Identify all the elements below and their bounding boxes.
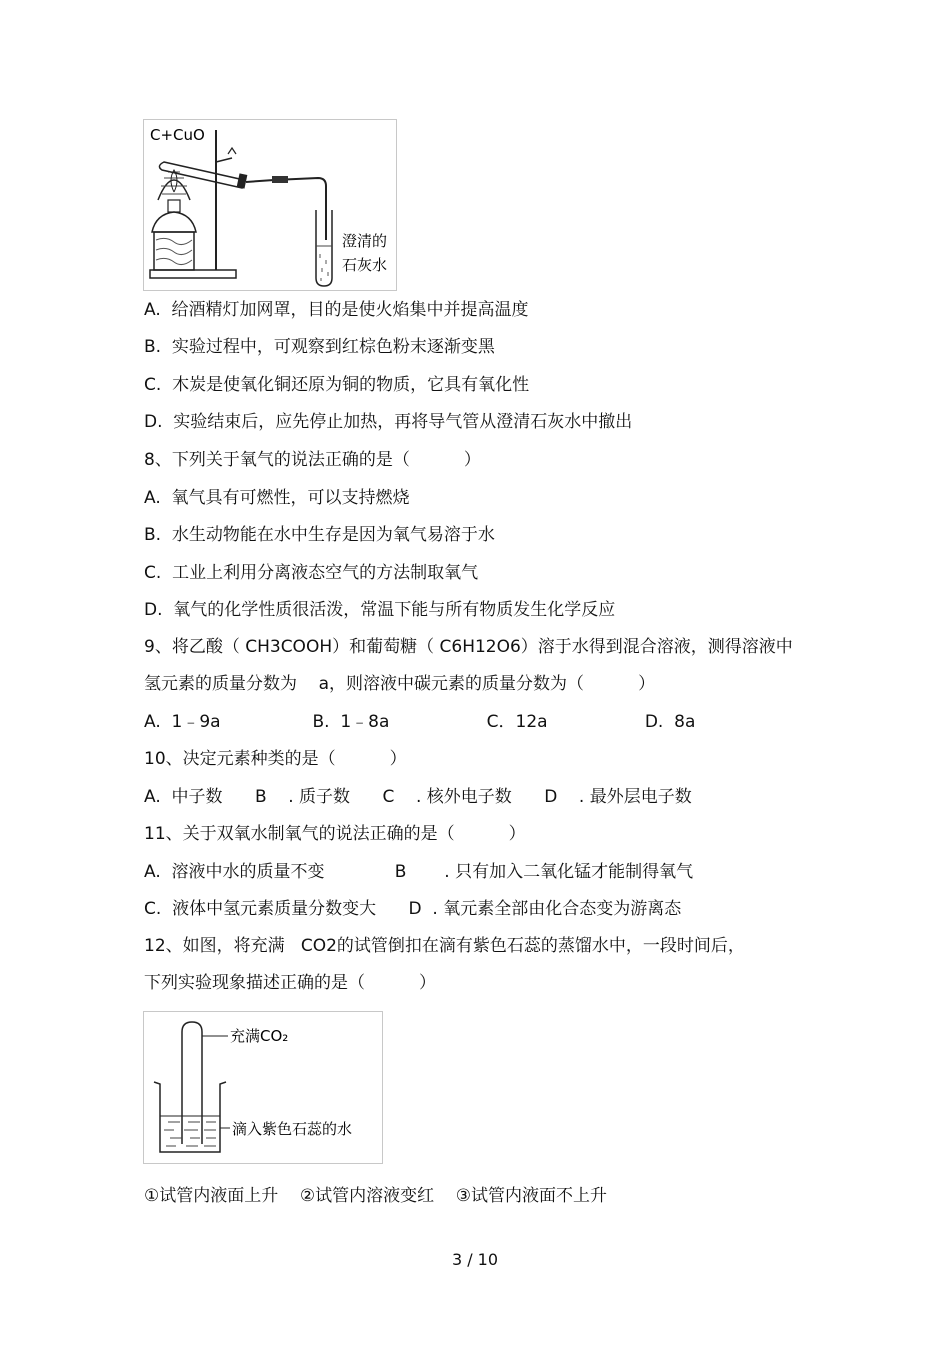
q7-option-c: C. 木炭是使氧化铜还原为铜的物质，它具有氧化性 bbox=[144, 375, 530, 395]
label-liquid-line1: 澄清的 bbox=[342, 232, 388, 250]
q7-option-b: B. 实验过程中，可观察到红棕色粉末逐渐变黑 bbox=[144, 337, 495, 357]
label-reactant: C+CuO bbox=[150, 126, 205, 144]
q12-statements: ①试管内液面上升 ②试管内溶液变红 ③试管内液面不上升 bbox=[144, 1186, 607, 1206]
q12-stem-line2: 下列实验现象描述正确的是（ ） bbox=[144, 973, 437, 993]
q11-stem: 11、关于双氧水制氧气的说法正确的是（ ） bbox=[144, 824, 526, 844]
q9-stem-line1: 9、将乙酸（ CH3COOH）和葡萄糖（ C6H12O6）溶于水得到混合溶液，测得溶液中 bbox=[144, 637, 793, 657]
label-gas: 充满CO₂ bbox=[230, 1027, 289, 1045]
label-water: 滴入紫色石蕊的水 bbox=[232, 1120, 353, 1138]
q9-stem-line2: 氢元素的质量分数为 a，则溶液中碳元素的质量分数为（ ） bbox=[144, 674, 656, 694]
q8-option-d: D. 氧气的化学性质很活泼，常温下能与所有物质发生化学反应 bbox=[144, 600, 616, 620]
beaker-drawing bbox=[144, 1012, 382, 1163]
q11-options-cd: C. 液体中氢元素质量分数变大 D . 氧元素全部由化合态变为游离态 bbox=[144, 899, 682, 919]
q8-option-b: B. 水生动物能在水中生存是因为氧气易溶于水 bbox=[144, 525, 495, 545]
q7-option-a: A. 给酒精灯加网罩，目的是使火焰集中并提高温度 bbox=[144, 300, 529, 320]
q8-stem: 8、下列关于氧气的说法正确的是（ ） bbox=[144, 450, 481, 470]
q12-stem-line1: 12、如图，将充满 CO2的试管倒扣在滴有紫色石蕊的蒸馏水中，一段时间后， bbox=[144, 936, 745, 956]
q8-option-c: C. 工业上利用分离液态空气的方法制取氧气 bbox=[144, 563, 479, 583]
q11-options-ab: A. 溶液中水的质量不变 B . 只有加入二氧化锰才能制得氧气 bbox=[144, 862, 694, 882]
label-liquid-line2: 石灰水 bbox=[342, 256, 388, 274]
figure-co2-test-tube-beaker bbox=[143, 1011, 383, 1164]
q10-stem: 10、决定元素种类的是（ ） bbox=[144, 749, 407, 769]
q8-option-a: A. 氧气具有可燃性，可以支持燃烧 bbox=[144, 488, 410, 508]
q10-options: A. 中子数 B . 质子数 C . 核外电子数 D . 最外层电子数 bbox=[144, 787, 692, 807]
q7-option-d: D. 实验结束后，应先停止加热，再将导气管从澄清石灰水中撤出 bbox=[144, 412, 633, 432]
page-number: 3 / 10 bbox=[451, 1250, 499, 1269]
q9-options: A. 1﹣9a B. 1﹣8a C．12a D. 8a bbox=[144, 712, 696, 732]
figure-carbon-reduction-apparatus bbox=[143, 119, 397, 291]
apparatus-drawing bbox=[144, 120, 396, 290]
